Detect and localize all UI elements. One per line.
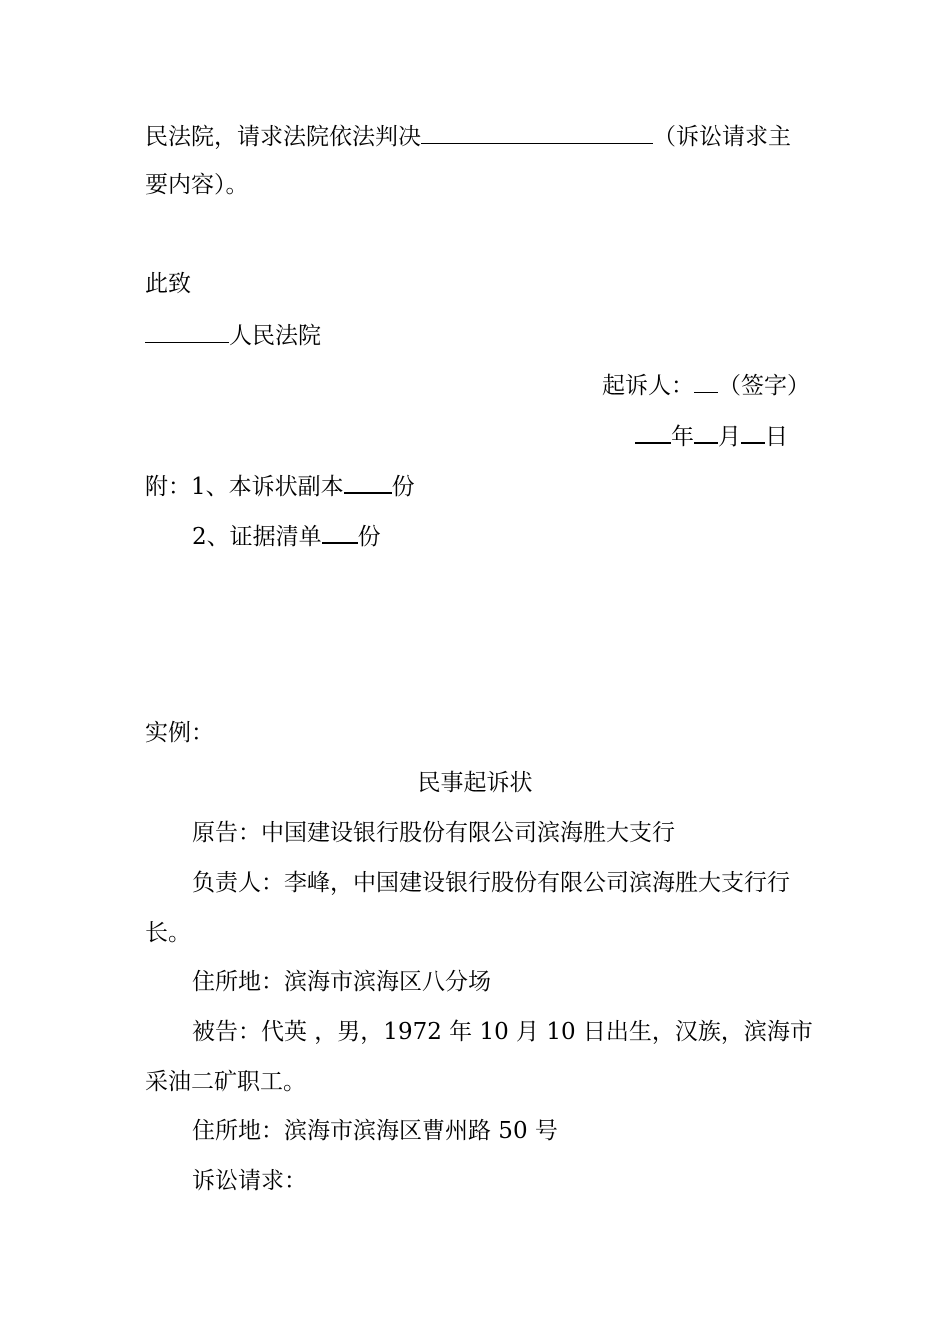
copies-blank[interactable] bbox=[344, 470, 392, 494]
example-label: 实例： bbox=[145, 720, 214, 746]
signature-blank[interactable] bbox=[694, 370, 718, 393]
defendant-address: 住所地：滨海市滨海区曹州路 50 号 bbox=[192, 1118, 558, 1144]
request-text: 民法院，请求法院依法判决 bbox=[145, 124, 421, 150]
month-label: 月 bbox=[718, 424, 741, 450]
court-name-blank[interactable] bbox=[145, 320, 229, 343]
month-blank[interactable] bbox=[694, 420, 718, 444]
evidence-unit: 份 bbox=[357, 524, 381, 550]
attachment-item-2-label: 2、证据清单 bbox=[192, 524, 322, 550]
salutation: 此致 bbox=[145, 271, 191, 297]
claims-heading: 诉讼请求： bbox=[192, 1168, 307, 1194]
plaintiff-label: 起诉人： bbox=[602, 373, 694, 399]
request-line-continued: 要内容）。 bbox=[145, 172, 249, 198]
principal-line-continued: 长。 bbox=[145, 920, 191, 946]
defendant-line: 被告：代英 ，男，1972 年 10 月 10 日出生，汉族，滨海市 bbox=[192, 1019, 813, 1045]
day-blank[interactable] bbox=[741, 420, 765, 444]
court-line bbox=[145, 320, 321, 350]
copies-unit: 份 bbox=[391, 474, 415, 500]
plaintiff-signature-line bbox=[602, 370, 810, 400]
attachment-item-1 bbox=[145, 470, 415, 501]
evidence-count-blank[interactable] bbox=[322, 520, 358, 544]
attachment-item-2 bbox=[192, 520, 381, 551]
claim-blank[interactable] bbox=[421, 121, 653, 144]
plaintiff-line: 原告：中国建设银行股份有限公司滨海胜大支行 bbox=[192, 820, 675, 846]
plaintiff-address: 住所地：滨海市滨海区八分场 bbox=[192, 969, 491, 995]
request-suffix: （诉讼请求主 bbox=[653, 124, 791, 150]
court-suffix: 人民法院 bbox=[229, 323, 321, 349]
date-line bbox=[635, 420, 788, 451]
request-line bbox=[145, 121, 791, 151]
principal-line: 负责人：李峰，中国建设银行股份有限公司滨海胜大支行行 bbox=[192, 870, 790, 896]
attachment-item-1-label: 附：1、本诉状副本 bbox=[145, 474, 344, 500]
year-blank[interactable] bbox=[635, 420, 671, 444]
defendant-line-continued: 采油二矿职工。 bbox=[145, 1069, 306, 1095]
example-title: 民事起诉状 bbox=[417, 770, 533, 796]
day-label: 日 bbox=[765, 424, 788, 450]
signature-note: （签字） bbox=[718, 373, 810, 399]
year-label: 年 bbox=[671, 424, 694, 450]
